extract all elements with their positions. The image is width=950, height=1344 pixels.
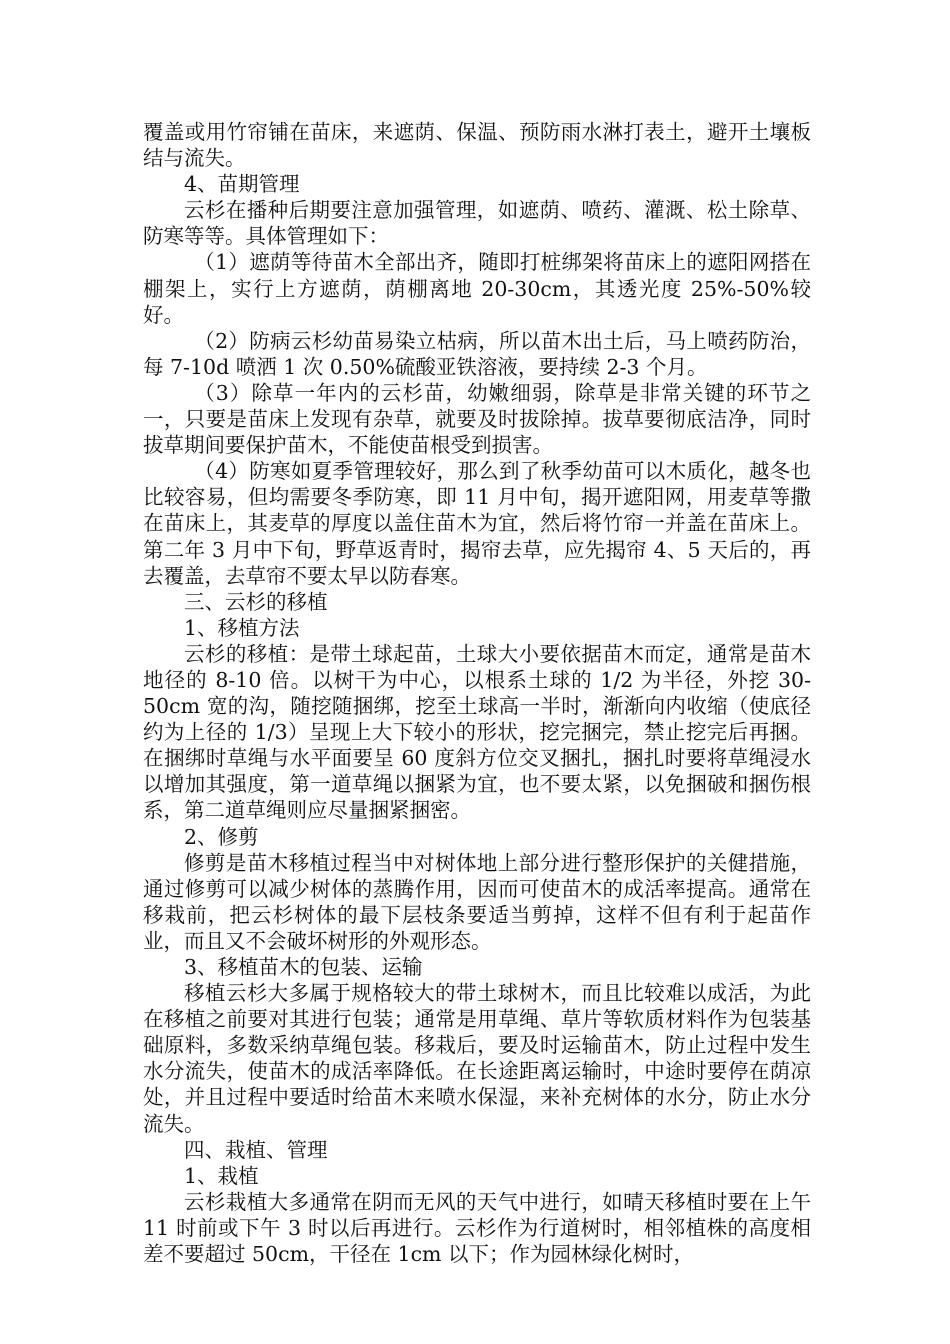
paragraph-continuation: 覆盖或用竹帘铺在苗床，来遮荫、保温、预防雨水淋打表土，避开土壤板结与流失。 (143, 120, 811, 171)
heading-transplanting: 三、云杉的移植 (184, 589, 328, 614)
heading-seedling-management: 4、苗期管理 (184, 172, 300, 197)
paragraph-transplant-method: 云杉的移植：是带土球起苗，土球大小要依据苗木而定，通常是苗木地径的 8-10 倍。以树干为中心，以根系土球的 1/2 为半径，外挖 30-50cm 宽的沟，随挖随捆绑，挖至土球高一半时，渐渐向内收缩（使底径约为上径的 1/3）呈现上大下较小的形状，挖完捆完，禁止挖完后再捆。在捆绑时草绳与水平面要呈 60 度斜方位交叉捆扎，捆扎时要将草绳浸水以增加其强度，第一道草绳以捆紧为宜，也不要太紧，以免捆破和捆伤根系，第二道草绳则应尽量捆紧捆密。 (143, 641, 811, 823)
document-body (143, 119, 811, 1267)
heading-planting-management: 四、栽植、管理 (184, 1137, 328, 1162)
heading-planting: 1、栽植 (184, 1163, 259, 1188)
paragraph-weeding: （3）除草一年内的云杉苗，幼嫩细弱，除草是非常关键的环节之一，只要是苗床上发现有杂草，就要及时拔除掉。拔草要彻底洁净，同时拔草期间要保护苗木，不能使苗根受到损害。 (143, 380, 811, 458)
paragraph-shading: （1）遮荫等待苗木全部出齐，随即打桩绑架将苗床上的遮阳网搭在棚架上，实行上方遮荫，荫棚离地 20-30cm，其透光度 25%-50%较好。 (143, 250, 811, 327)
heading-packing-transport: 3、移植苗木的包装、运输 (184, 955, 423, 979)
paragraph-packing-transport: 移植云杉大多属于规格较大的带土球树木，而且比较难以成活，为此在移植之前要对其进行包装；通常是用草绳、草片等软质材料作为包装基础原料，多数采纳草绳包装。移栽后，要及时运输苗木，防止过程中发生水分流失，使苗木的成活率降低。在长途距离运输时，中途时要停在荫凉处，并且过程中要适时给苗木来喷水保湿，来补充树体的水分，防止水分流失。 (143, 981, 811, 1136)
heading-pruning: 2、修剪 (184, 824, 259, 849)
paragraph-planting: 云杉栽植大多通常在阴而无风的天气中进行，如晴天移植时要在上午 11 时前或下午 3 时以后再进行。云杉作为行道树时，相邻植株的高度相差不要超过 50cm，干径在 1cm 以下；作为园林绿化树时， (143, 1189, 811, 1267)
paragraph-cold-protection: （4）防寒如夏季管理较好，那么到了秋季幼苗可以木质化，越冬也比较容易，但均需要冬季防寒，即 11 月中旬，揭开遮阳网，用麦草等撒在苗床上，其麦草的厚度以盖住苗木为宜，然后将竹帘一并盖在苗床上。第二年 3 月中下旬，野草返青时，揭帘去草，应先揭帘 4、5 天后的，再去覆盖，去草帘不要太早以防春寒。 (143, 459, 811, 588)
paragraph-pruning: 修剪是苗木移植过程当中对树体地上部分进行整形保护的关健措施，通过修剪可以减少树体的蒸腾作用，因而可使苗木的成活率提高。通常在移栽前，把云杉树体的最下层枝条要适当剪掉，这样不但有利于起苗作业，而且又不会破坏树形的外观形态。 (143, 850, 811, 953)
paragraph-management-intro: 云杉在播种后期要注意加强管理，如遮荫、喷药、灌溉、松土除草、防寒等等。具体管理如下： (143, 198, 811, 249)
heading-transplant-method: 1、移植方法 (184, 615, 300, 640)
paragraph-disease-prevention: （2）防病云杉幼苗易染立枯病，所以苗木出土后，马上喷药防治，每 7-10d 喷洒 1 次 0.50%硫酸亚铁溶液，要持续 2-3 个月。 (143, 328, 811, 379)
